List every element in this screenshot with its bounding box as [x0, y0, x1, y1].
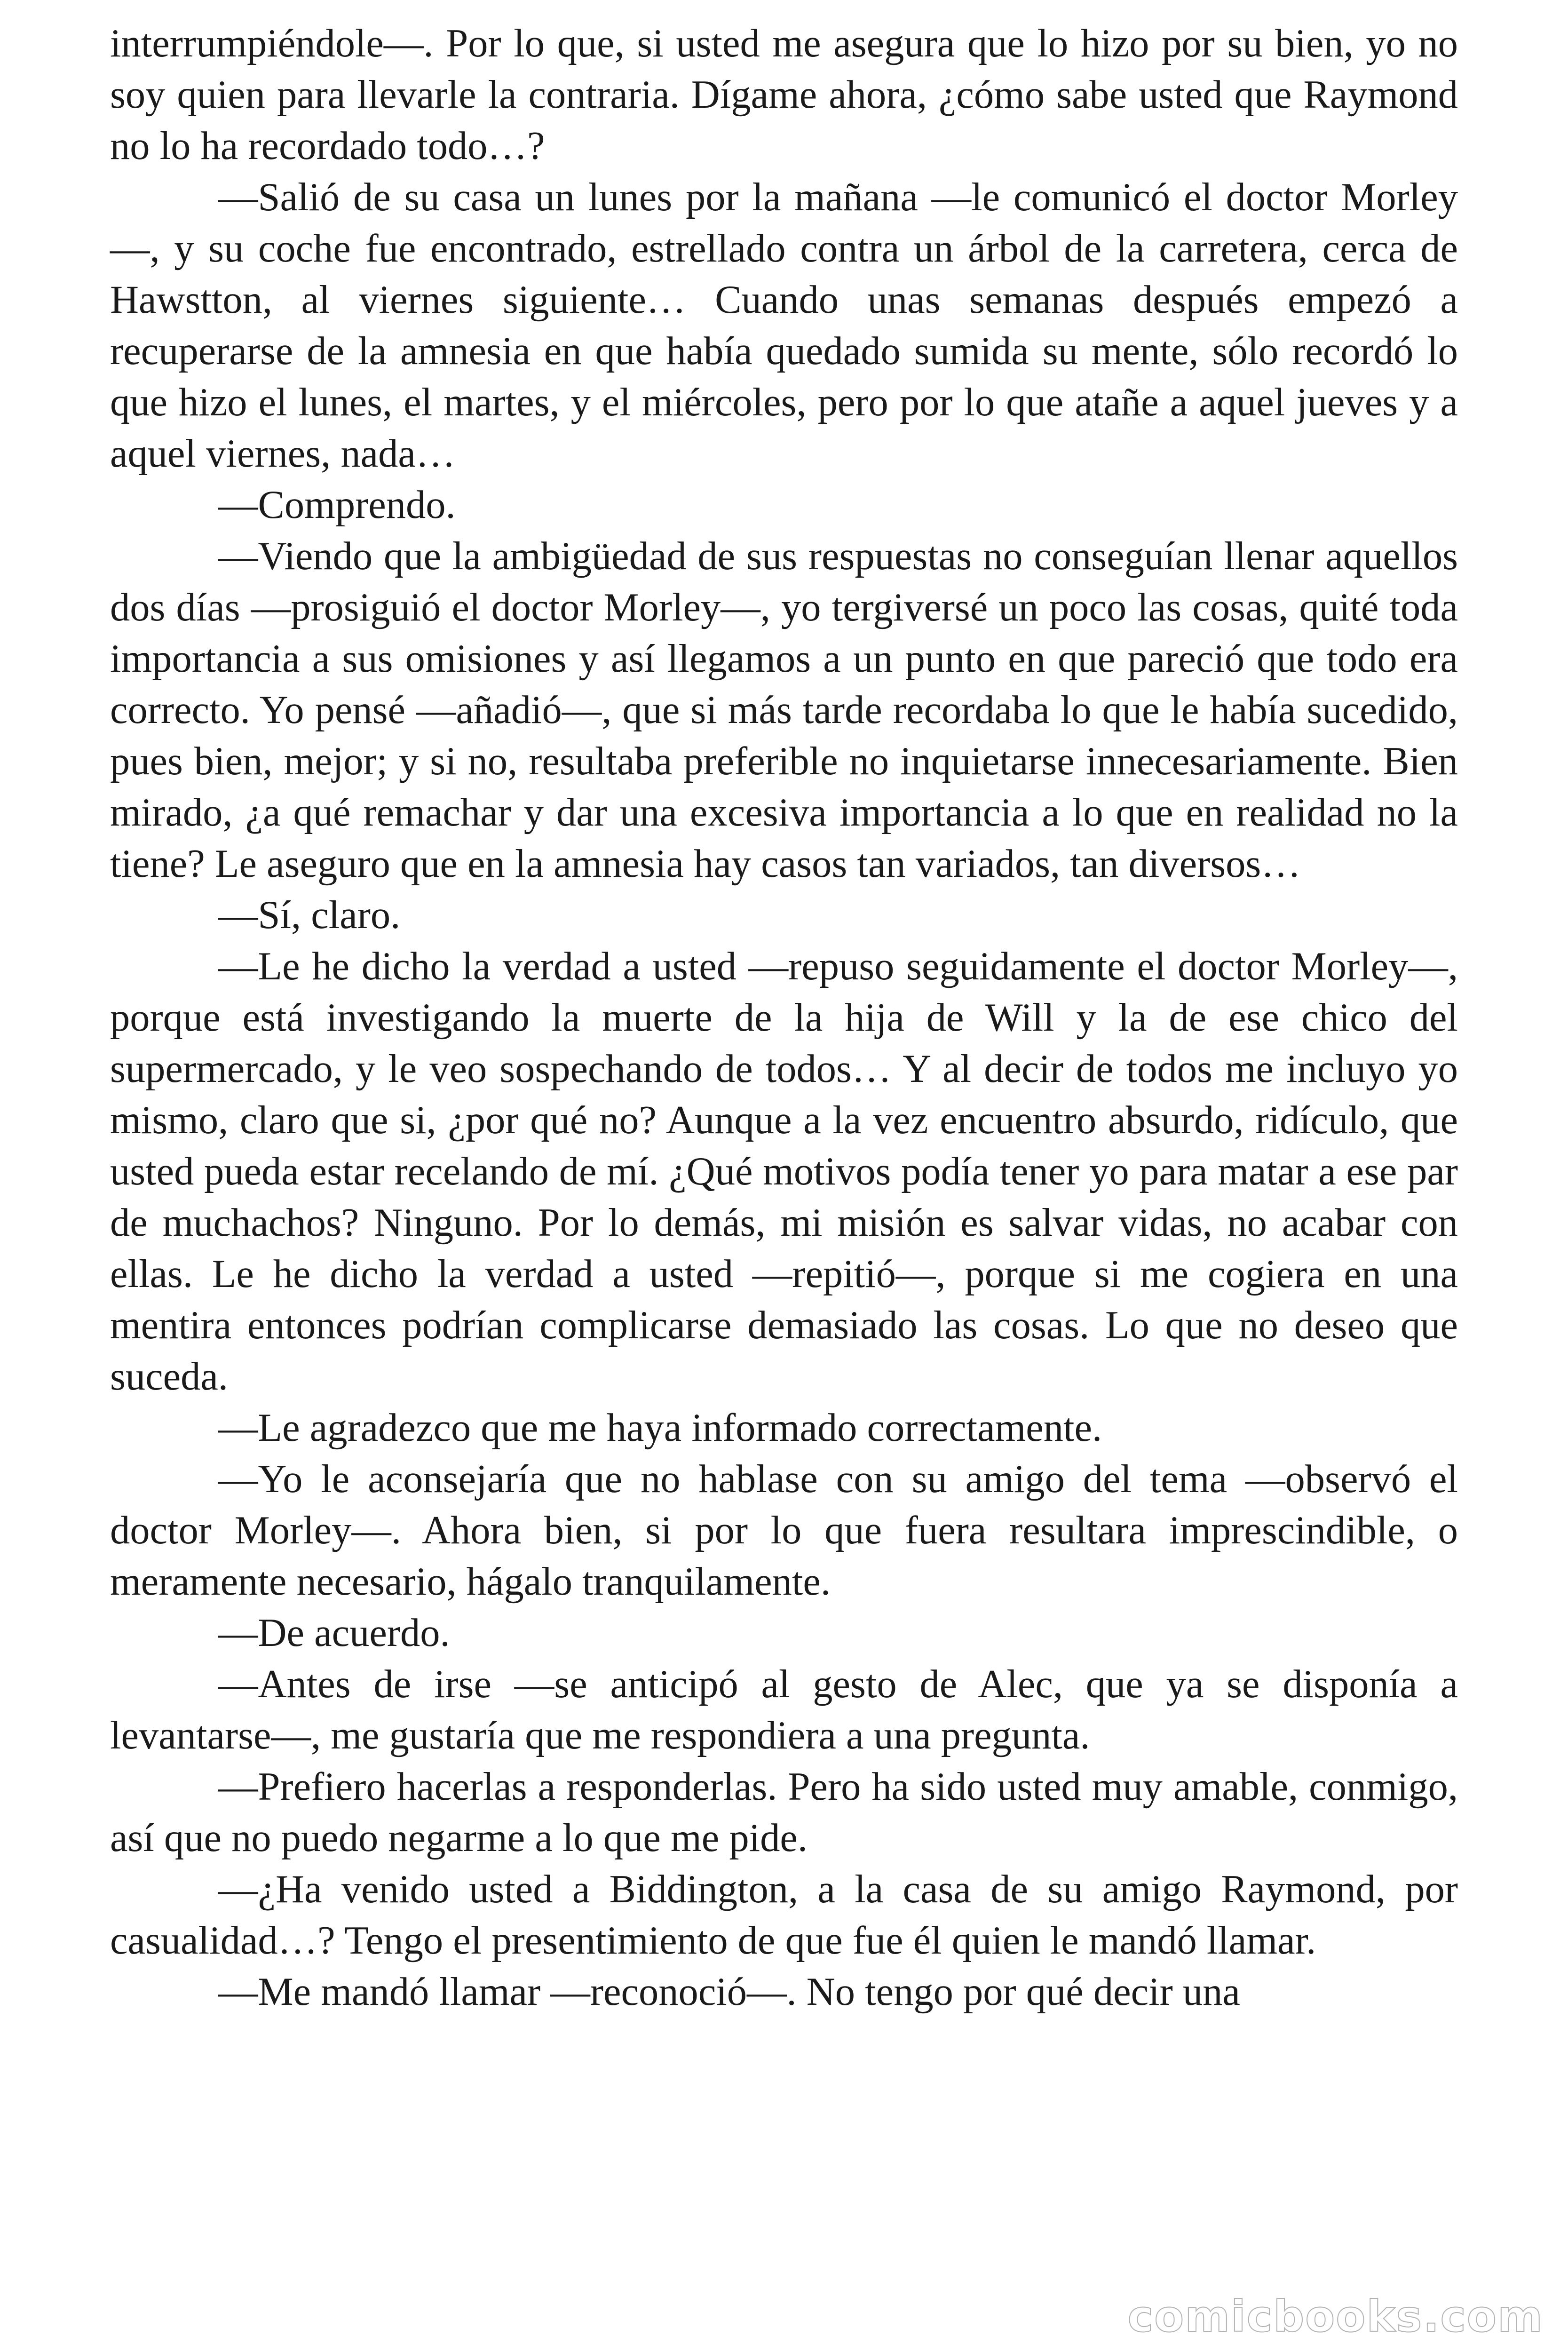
paragraph: —Prefiero hacerlas a responderlas. Pero ha sido usted muy amable, conmigo, así que no puedo negarme a lo que me pide. [110, 1765, 1458, 1860]
paragraph: —De acuerdo. [218, 1611, 450, 1655]
paragraph: —Sí, claro. [218, 893, 401, 937]
watermark: comicbooks.com [1127, 2291, 1544, 2342]
paragraph: —Viendo que la ambigüedad de sus respuestas no conseguían llenar aquellos dos días —prosiguió el doctor Morley—, yo tergiversé un poco las cosas, quité toda importancia a sus omisiones y así llegamos a un punto en que pareció que todo era correcto. Yo pensé —añadió—, que si más tarde recordaba lo que le había sucedido, pues bien, mejor; y si no, resultaba preferible no inquietarse innecesariamente. Bien mirado, ¿a qué remachar y dar una excesiva importancia a lo que en realidad no la tiene? Le aseguro que en la amnesia hay casos tan variados, tan diversos… [110, 534, 1458, 886]
paragraph: —Comprendo. [218, 483, 456, 527]
paragraph: —Antes de irse —se anticipó al gesto de Alec, que ya se disponía a levantarse—, me gustaría que me respondiera a una pregunta. [110, 1662, 1458, 1757]
paragraph: —Le he dicho la verdad a usted —repuso seguidamente el doctor Morley—, porque está investigando la muerte de la hija de Will y la de ese chico del supermercado, y le veo sospechando de todos… Y al decir de todos me incluyo yo mismo, claro que si, ¿por qué no? Aunque a la vez encuentro absurdo, ridículo, que usted pueda estar recelando de mí. ¿Qué motivos podía tener yo para matar a ese par de muchachos? Ninguno. Por lo demás, mi misión es salvar vidas, no acabar con ellas. Le he dicho la verdad a usted —repitió—, porque si me cogiera en una mentira entonces podrían complicarse demasiado las cosas. Lo que no deseo que suceda. [110, 945, 1458, 1398]
paragraph: —Me mandó llamar —reconoció—. No tengo por qué decir una [218, 1970, 1240, 2014]
paragraph: —¿Ha venido usted a Biddington, a la casa de su amigo Raymond, por casualidad…? Tengo el presentimiento de que fue él quien le mandó llamar. [110, 1867, 1458, 1963]
paragraph: —Yo le aconsejaría que no hablase con su amigo del tema —observó el doctor Morley—. Ahora bien, si por lo que fuera resultara imprescindible, o meramente necesario, hágalo tranquilamente. [110, 1457, 1458, 1604]
book-page [110, 18, 1458, 2018]
paragraph: interrumpiéndole—. Por lo que, si usted me asegura que lo hizo por su bien, yo no soy quien para llevarle la contraria. Dígame ahora, ¿cómo sabe usted que Raymond no lo ha recordado todo…? [110, 22, 1458, 168]
paragraph: —Salió de su casa un lunes por la mañana —le comunicó el doctor Morley—, y su coche fue encontrado, estrellado contra un árbol de la carretera, cerca de Hawstton, al viernes siguiente… Cuando unas semanas después empezó a recuperarse de la amnesia en que había quedado sumida su mente, sólo recordó lo que hizo el lunes, el martes, y el miércoles, pero por lo que atañe a aquel jueves y a aquel viernes, nada… [110, 175, 1458, 476]
paragraph: —Le agradezco que me haya informado correctamente. [218, 1406, 1102, 1450]
